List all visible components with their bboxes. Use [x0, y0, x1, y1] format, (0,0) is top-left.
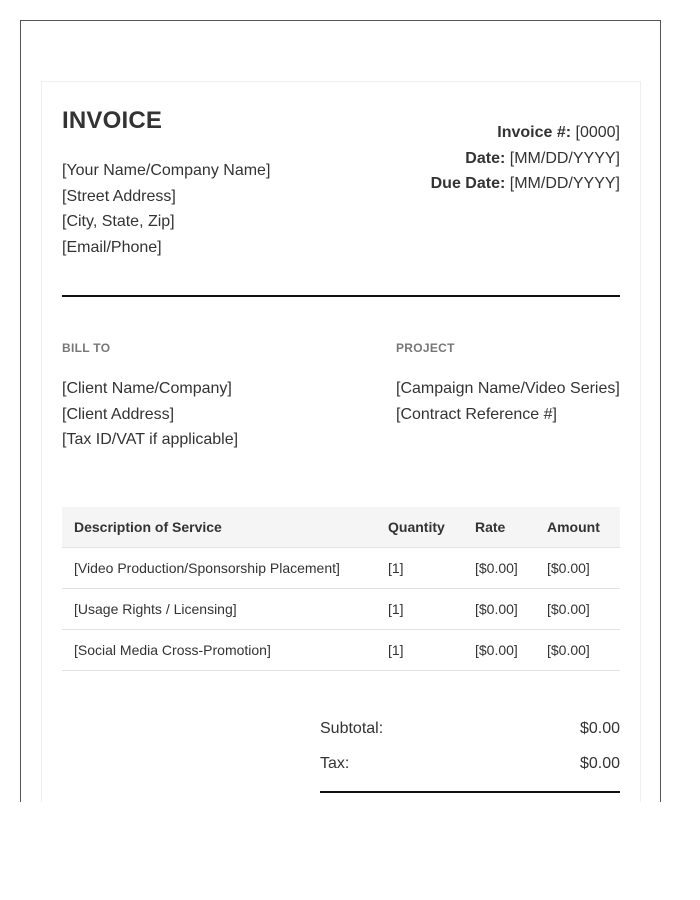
invoice-number-row: [431, 120, 620, 146]
table-row: [62, 589, 620, 630]
client-name: [Client Name/Company]: [62, 380, 232, 397]
sender-contact: [Email/Phone]: [62, 239, 162, 257]
column-header-rate: Rate: [463, 507, 535, 548]
invoice-date-label: Date:: [465, 149, 506, 167]
sender-street: [Street Address]: [62, 187, 176, 205]
header-divider: [62, 295, 620, 297]
sender-city: [City, State, Zip]: [62, 213, 175, 231]
column-header-description: Description of Service: [62, 507, 376, 548]
invoice-number-label: Invoice #:: [497, 124, 572, 141]
sender-name: [Your Name/Company Name]: [62, 162, 271, 179]
row-amount: [$0.00]: [535, 589, 620, 630]
row-description: [Video Production/Sponsorship Placement]: [62, 548, 376, 589]
invoice-number-value: [0000]: [575, 124, 620, 141]
invoice-title: INVOICE: [62, 107, 163, 134]
row-rate: [$0.00]: [463, 589, 535, 630]
due-date-value: [MM/DD/YYYY]: [509, 175, 620, 193]
sender-address-block: [62, 158, 270, 261]
line-items-table: [62, 507, 620, 671]
row-description: [Social Media Cross-Promotion]: [62, 630, 376, 671]
project-label: PROJECT: [396, 341, 455, 355]
invoice-meta-block: [431, 120, 620, 197]
due-date-label: Due Date:: [430, 175, 506, 193]
client-address: [Client Address]: [62, 405, 175, 423]
subtotal-value: $0.00: [579, 719, 620, 737]
row-rate: [$0.00]: [463, 548, 535, 589]
row-rate: [$0.00]: [463, 630, 535, 671]
due-date-row: [431, 171, 620, 197]
tax-row: [320, 746, 620, 781]
row-quantity: [1]: [376, 630, 463, 671]
totals-divider: [320, 791, 620, 793]
tax-value: $0.00: [579, 754, 620, 772]
project-block: [396, 376, 620, 427]
column-header-quantity: Quantity: [376, 507, 463, 548]
tax-label: Tax:: [320, 754, 350, 772]
invoice-date-row: [431, 146, 620, 172]
row-quantity: [1]: [376, 589, 463, 630]
row-quantity: [1]: [376, 548, 463, 589]
row-description: [Usage Rights / Licensing]: [62, 589, 376, 630]
totals-block: [320, 711, 620, 781]
table-header-row: [62, 507, 620, 548]
subtotal-label: Subtotal:: [320, 719, 384, 737]
bill-to-block: [62, 376, 238, 453]
subtotal-row: [320, 711, 620, 746]
row-amount: [$0.00]: [535, 630, 620, 671]
table-row: [62, 630, 620, 671]
row-amount: [$0.00]: [535, 548, 620, 589]
client-tax-id: [Tax ID/VAT if applicable]: [62, 431, 239, 449]
bill-to-label: BILL TO: [62, 341, 111, 355]
column-header-amount: Amount: [535, 507, 620, 548]
table-row: [62, 548, 620, 589]
campaign-name: [Campaign Name/Video Series]: [396, 380, 620, 397]
invoice-date-value: [MM/DD/YYYY]: [509, 149, 620, 167]
contract-reference: [Contract Reference #]: [396, 405, 557, 423]
